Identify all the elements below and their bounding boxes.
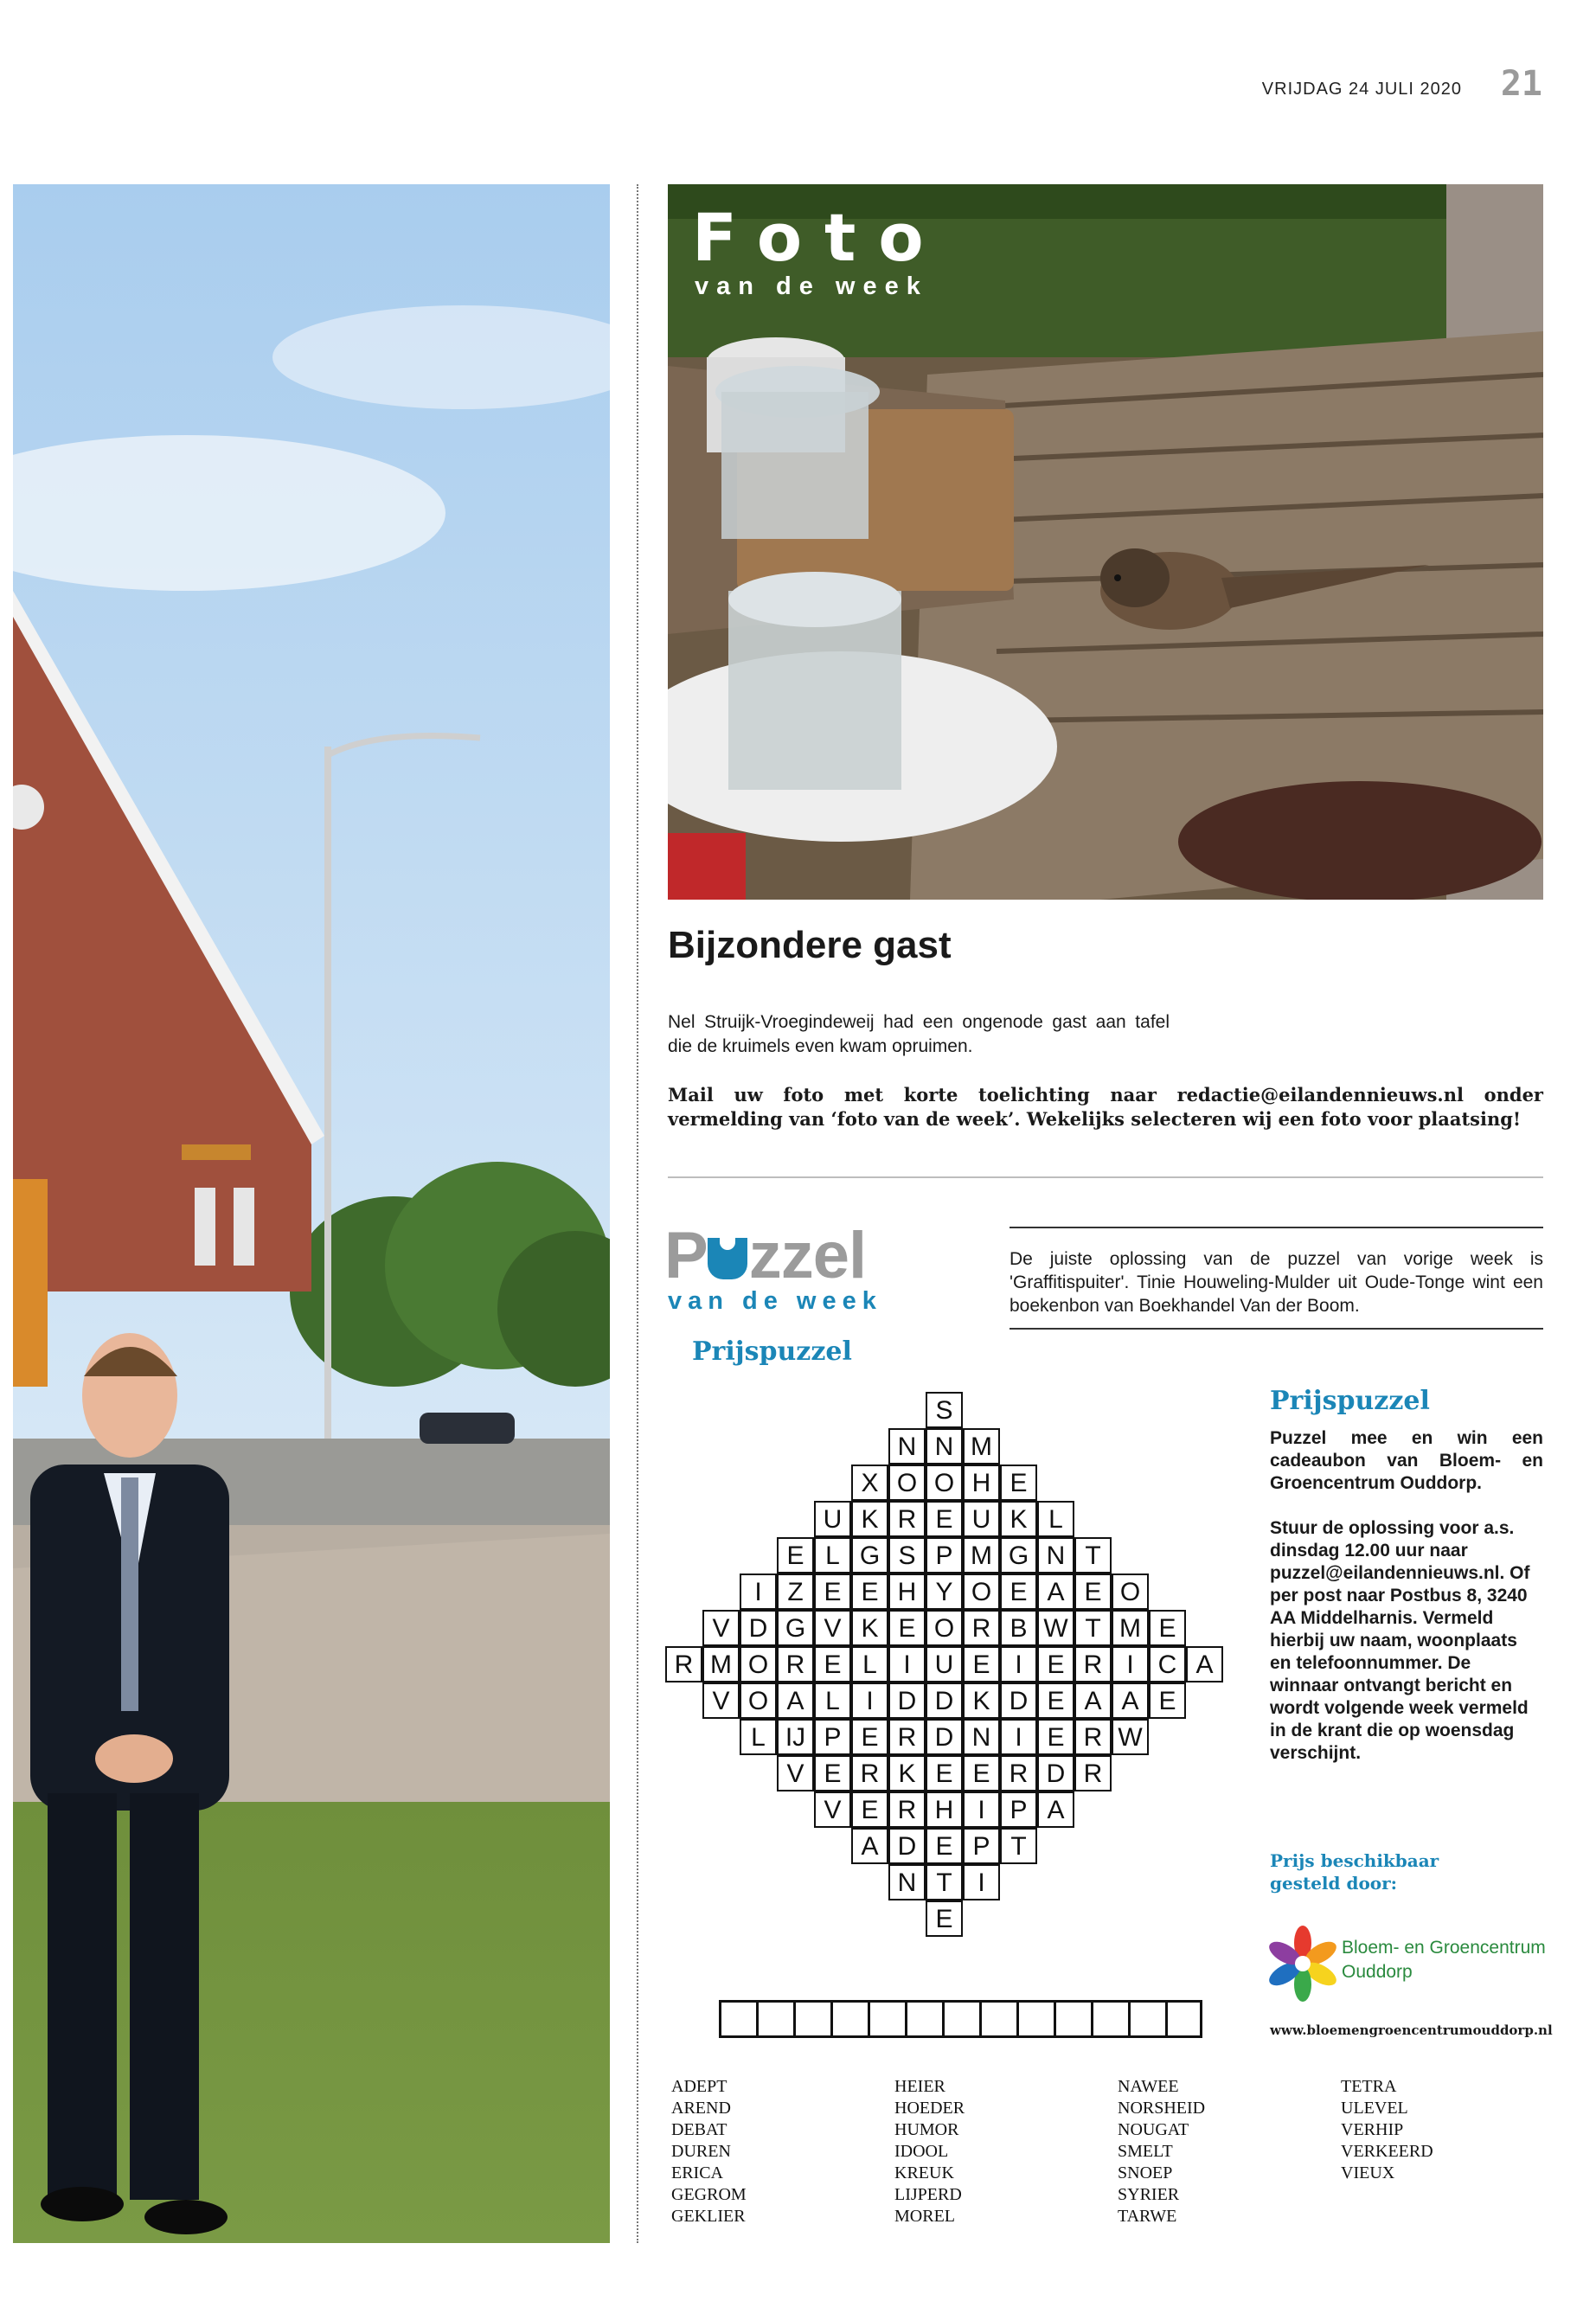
grid-cell: B [1000,1610,1037,1646]
answer-cell [1091,2000,1128,2038]
article-title: Bijzondere gast [668,924,952,966]
word-list-item: DEBAT [671,2120,727,2139]
grid-cell: N [1037,1537,1074,1574]
grid-cell: R [665,1646,702,1682]
sponsor-name [1342,1936,1546,1984]
grid-cell: R [888,1501,926,1537]
grid-cell: I [851,1682,888,1719]
grid-cell: I [1000,1719,1037,1755]
word-list-item: VERKEERD [1341,2142,1433,2161]
grid-cell: U [926,1646,963,1682]
foto-subtitle: van de week [695,272,928,300]
answer-cell [719,2000,756,2038]
grid-cell: S [888,1537,926,1574]
sponsor-label [1270,1849,1439,1894]
word-list-item: SMELT [1118,2142,1173,2161]
grid-cell: V [814,1791,851,1828]
grid-cell: E [1149,1610,1186,1646]
grid-cell: V [702,1682,740,1719]
word-list-item: NORSHEID [1118,2099,1206,2118]
grid-cell: L [814,1682,851,1719]
grid-cell: P [926,1537,963,1574]
answer-cell [1016,2000,1054,2038]
grid-cell: I [1000,1646,1037,1682]
grid-cell: K [1000,1501,1037,1537]
grid-cell: M [1112,1610,1149,1646]
grid-cell: T [1074,1537,1112,1574]
answer-cell [1165,2000,1202,2038]
grid-cell: W [1112,1719,1149,1755]
grid-cell: R [1074,1755,1112,1791]
grid-cell: A [1112,1682,1149,1719]
grid-cell: I [740,1574,777,1610]
page-number: 21 [1500,64,1542,104]
grid-cell: I [963,1864,1000,1900]
grid-cell: E [1037,1682,1074,1719]
word-list-column-3 [1118,2076,1205,2227]
answer-cell [942,2000,979,2038]
grid-cell: N [926,1428,963,1465]
grid-cell: R [1074,1719,1112,1755]
puzzel-subtitle: van de week [668,1287,882,1315]
grid-cell: D [1000,1682,1037,1719]
grid-cell: D [926,1719,963,1755]
prijspuzzel-heading: Prijspuzzel [1270,1386,1430,1416]
grid-cell: E [1037,1719,1074,1755]
grid-cell: R [888,1719,926,1755]
grid-cell: E [851,1574,888,1610]
grid-cell: E [814,1574,851,1610]
grid-cell: R [1000,1755,1037,1791]
grid-cell: S [926,1392,963,1428]
word-list-item: IDOOL [894,2142,949,2161]
grid-cell: R [851,1755,888,1791]
grid-cell: A [1037,1574,1074,1610]
grid-cell: L [814,1537,851,1574]
puzzel-logo [664,1218,866,1293]
grid-cell: A [777,1682,814,1719]
grid-cell: A [1186,1646,1223,1682]
grid-cell: R [963,1610,1000,1646]
grid-cell: T [926,1864,963,1900]
grid-cell: W [1037,1610,1074,1646]
answer-cell [1128,2000,1165,2038]
word-list-item: LIJPERD [894,2185,962,2204]
grid-cell: R [888,1791,926,1828]
word-list-item: VIEUX [1341,2163,1395,2182]
grid-cell: R [777,1646,814,1682]
flower-icon [1268,1922,1337,2009]
grid-cell: Y [926,1574,963,1610]
word-list-item: SNOEP [1118,2163,1173,2182]
previous-solution: De juiste oplossing van de puzzel van vorige week is 'Graffitispuiter'. Tinie Houweling-Mulder uit Oude-Tonge wint een boekenbon van Boekhandel Van der Boom. [1010,1227,1543,1330]
grid-cell: E [888,1610,926,1646]
sponsor-url[interactable]: www.bloemengroencentrumouddorp.nl [1270,2022,1553,2038]
word-list-item: GEGROM [671,2185,747,2204]
grid-cell: P [1000,1791,1037,1828]
grid-cell: E [1149,1682,1186,1719]
grid-cell: I [888,1646,926,1682]
grid-cell: A [1037,1791,1074,1828]
word-list-item: ERICA [671,2163,723,2182]
sponsor-label-line-1: Prijs beschikbaar [1270,1850,1439,1871]
word-list-item: TETRA [1341,2077,1397,2096]
column-divider [637,184,638,2243]
grid-cell: D [888,1828,926,1864]
grid-cell: A [851,1828,888,1864]
answer-cell [905,2000,942,2038]
grid-cell: N [963,1719,1000,1755]
grid-cell: O [740,1682,777,1719]
word-list-item: ADEPT [671,2077,727,2096]
prijspuzzel-intro: Puzzel mee en win een cadeaubon van Bloem- en Groencentrum Ouddorp. [1270,1428,1543,1493]
grid-cell: E [926,1828,963,1864]
grid-cell: E [777,1537,814,1574]
answer-cell [1054,2000,1091,2038]
grid-cell: V [702,1610,740,1646]
prijspuzzel-send-info: Stuur de oplossing voor a.s. dinsdag 12.00 uur naar puzzel@eilandennieuws.nl. Of per post naar Postbus 8, 3240 AA Middelharnis. Vermeld hierbij uw naam, woonplaats en telefoonnummer. De winnaar ontvangt bericht en wordt volgende week vermeld in de krant die op woensdag verschijnt. [1270,1518,1530,1763]
grid-cell: D [1037,1755,1074,1791]
grid-cell: M [963,1537,1000,1574]
grid-cell: E [926,1755,963,1791]
grid-cell: P [963,1828,1000,1864]
grid-cell: L [1037,1501,1074,1537]
grid-cell: I [1112,1646,1149,1682]
grid-cell: Z [777,1574,814,1610]
grid-cell: O [926,1610,963,1646]
issue-date: VRIJDAG 24 JULI 2020 [1261,80,1462,99]
answer-cell [756,2000,793,2038]
grid-cell: E [926,1900,963,1937]
prijspuzzel-instructions [1270,1427,1543,1787]
grid-cell: K [851,1501,888,1537]
answer-cell [830,2000,868,2038]
sponsor-label-line-2: gesteld door: [1270,1873,1398,1894]
grid-cell: E [926,1501,963,1537]
grid-cell: O [926,1465,963,1501]
word-list-item: HOEDER [894,2099,965,2118]
grid-cell: N [888,1864,926,1900]
answer-row [719,2000,1202,2038]
grid-cell: G [1000,1537,1037,1574]
grid-cell: H [926,1791,963,1828]
grid-cell: V [814,1610,851,1646]
grid-cell: E [963,1755,1000,1791]
word-list-item: VERHIP [1341,2120,1404,2139]
grid-cell: G [777,1610,814,1646]
grid-cell: E [814,1646,851,1682]
grid-cell: H [888,1574,926,1610]
grid-cell: X [851,1465,888,1501]
submission-note: Mail uw foto met korte toelichting naar redactie@eilandennieuws.nl onder vermelding van ‘foto van de week’. Wekelijks selecteren wij een foto voor plaatsing! [668,1084,1543,1130]
answer-cell [979,2000,1016,2038]
grid-cell: R [1074,1646,1112,1682]
word-list-item: DUREN [671,2142,731,2161]
word-list-item: GEKLIER [671,2207,746,2226]
word-list-item: KREUK [894,2163,954,2182]
grid-cell: E [814,1755,851,1791]
grid-cell: D [888,1682,926,1719]
word-list-column-1 [671,2076,747,2227]
sponsor-name-line-2: Ouddorp [1342,1962,1413,1982]
grid-cell: I [963,1791,1000,1828]
grid-cell: L [740,1719,777,1755]
grid-cell: O [963,1574,1000,1610]
grid-cell: D [926,1682,963,1719]
word-list-column-4 [1341,2076,1433,2184]
word-list-item: NAWEE [1118,2077,1179,2096]
grid-cell: K [888,1755,926,1791]
grid-cell: IJ [777,1719,814,1755]
grid-cell: E [1037,1646,1074,1682]
grid-cell: L [851,1646,888,1682]
grid-cell: M [702,1646,740,1682]
word-list-item: HUMOR [894,2120,959,2139]
grid-cell: E [1000,1465,1037,1501]
grid-cell: O [740,1646,777,1682]
word-list-item: AREND [671,2099,731,2118]
grid-cell: E [1000,1574,1037,1610]
grid-cell: T [1000,1828,1037,1864]
article-body: Nel Struijk-Vroegindeweij had een ongenode gast aan tafel die de kruimels even kwam opruimen. [668,1012,1170,1056]
prijspuzzel-label: Prijspuzzel [692,1336,852,1367]
grid-cell: U [814,1501,851,1537]
grid-cell: E [1074,1574,1112,1610]
grid-cell: N [888,1428,926,1465]
grid-cell: A [1074,1682,1112,1719]
word-list-item: ULEVEL [1341,2099,1408,2118]
grid-cell: P [814,1719,851,1755]
foto-title: Foto [692,199,946,276]
grid-cell: H [963,1465,1000,1501]
grid-cell: D [740,1610,777,1646]
photo-man-church [13,184,610,2243]
section-divider [668,1176,1543,1178]
grid-cell: V [777,1755,814,1791]
grid-cell: K [851,1610,888,1646]
grid-cell: E [851,1719,888,1755]
word-list-item: MOREL [894,2207,955,2226]
grid-cell: T [1074,1610,1112,1646]
word-list-item: HEIER [894,2077,945,2096]
grid-cell: G [851,1537,888,1574]
grid-cell: K [963,1682,1000,1719]
grid-cell: O [888,1465,926,1501]
grid-cell: C [1149,1646,1186,1682]
word-list-column-2 [894,2076,965,2227]
answer-cell [868,2000,905,2038]
puzzel-logo-initial: P [664,1219,708,1292]
grid-cell: U [963,1501,1000,1537]
grid-cell: E [851,1791,888,1828]
grid-cell: M [963,1428,1000,1465]
answer-cell [793,2000,830,2038]
grid-cell: E [963,1646,1000,1682]
puzzel-logo-text: zzel [748,1219,867,1292]
sponsor-name-line-1: Bloem- en Groencentrum [1342,1938,1546,1958]
word-list-item: NOUGAT [1118,2120,1189,2139]
word-list-item: TARWE [1118,2207,1177,2226]
word-list-item: SYRIER [1118,2185,1180,2204]
grid-cell: O [1112,1574,1149,1610]
puzzle-piece-icon [708,1238,747,1279]
